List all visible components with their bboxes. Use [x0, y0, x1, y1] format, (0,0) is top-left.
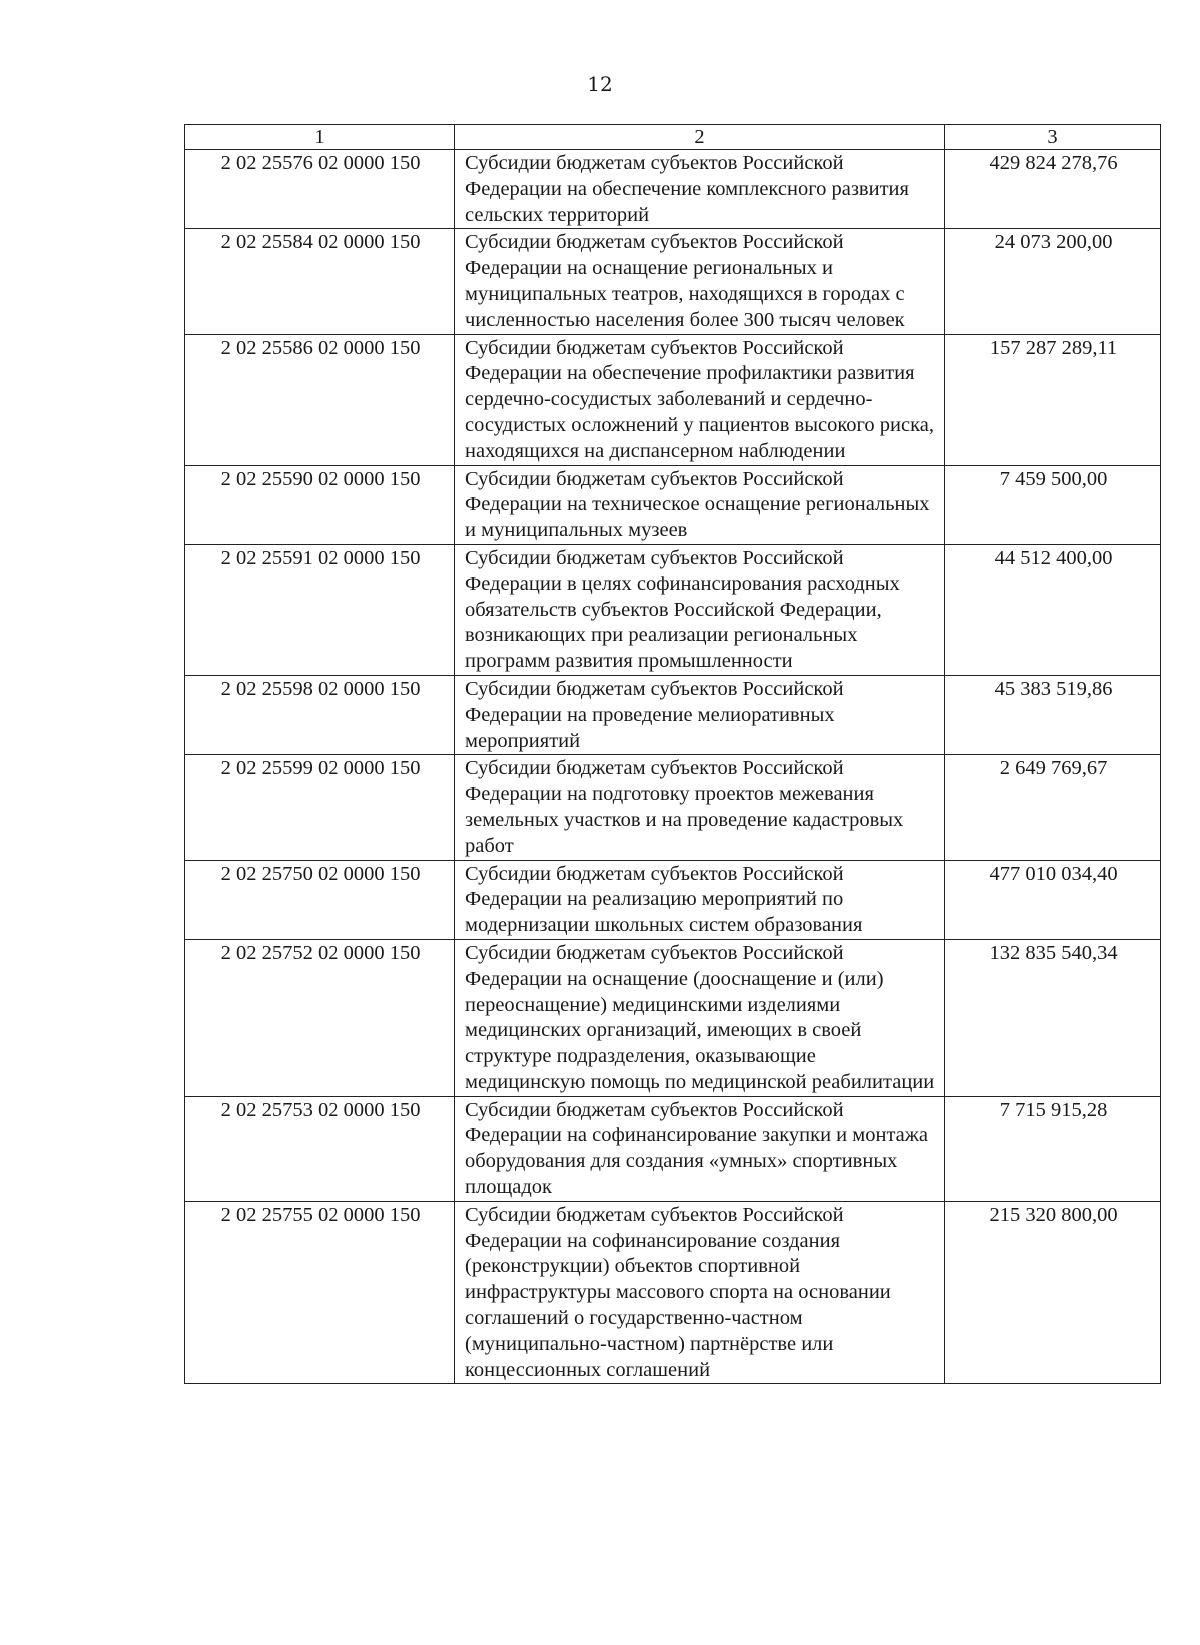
row-amount: 215 320 800,00	[945, 1201, 1161, 1384]
column-header-code: 1	[185, 125, 455, 150]
table-row	[185, 465, 1161, 544]
row-description: Субсидии бюджетам субъектов Российской Федерации на оснащение (дооснащение и (или) переоснащение) медицинскими изделиями медицинских организаций, имеющих в своей структуре подразделения, оказывающие медицинскую помощь по медицинской реабилитации	[455, 939, 945, 1096]
table-row	[185, 675, 1161, 754]
row-amount: 157 287 289,11	[945, 334, 1161, 465]
table-row	[185, 150, 1161, 229]
table-row	[185, 334, 1161, 465]
row-code: 2 02 25599 02 0000 150	[185, 755, 455, 860]
row-amount: 7 715 915,28	[945, 1096, 1161, 1201]
row-amount: 45 383 519,86	[945, 675, 1161, 754]
row-description: Субсидии бюджетам субъектов Российской Федерации на техническое оснащение региональных и муниципальных музеев	[455, 465, 945, 544]
column-header-amount: 3	[945, 125, 1161, 150]
row-code: 2 02 25750 02 0000 150	[185, 860, 455, 939]
table-row	[185, 860, 1161, 939]
row-description: Субсидии бюджетам субъектов Российской Федерации на подготовку проектов межевания земельных участков и на проведение кадастровых работ	[455, 755, 945, 860]
row-description: Субсидии бюджетам субъектов Российской Федерации на софинансирование закупки и монтажа оборудования для создания «умных» спортивных площадок	[455, 1096, 945, 1201]
row-code: 2 02 25752 02 0000 150	[185, 939, 455, 1096]
row-amount: 44 512 400,00	[945, 544, 1161, 675]
row-amount: 429 824 278,76	[945, 150, 1161, 229]
table-row	[185, 939, 1161, 1096]
row-code: 2 02 25584 02 0000 150	[185, 229, 455, 334]
row-code: 2 02 25590 02 0000 150	[185, 465, 455, 544]
row-code: 2 02 25753 02 0000 150	[185, 1096, 455, 1201]
row-description: Субсидии бюджетам субъектов Российской Федерации на проведение мелиоративных мероприятий	[455, 675, 945, 754]
row-code: 2 02 25598 02 0000 150	[185, 675, 455, 754]
row-amount: 7 459 500,00	[945, 465, 1161, 544]
row-code: 2 02 25591 02 0000 150	[185, 544, 455, 675]
row-description: Субсидии бюджетам субъектов Российской Федерации на реализацию мероприятий по модернизации школьных систем образования	[455, 860, 945, 939]
row-amount: 2 649 769,67	[945, 755, 1161, 860]
row-amount: 24 073 200,00	[945, 229, 1161, 334]
table-row	[185, 544, 1161, 675]
row-code: 2 02 25576 02 0000 150	[185, 150, 455, 229]
table-row	[185, 1096, 1161, 1201]
table-row	[185, 229, 1161, 334]
row-description: Субсидии бюджетам субъектов Российской Федерации на софинансирование создания (реконструкции) объектов спортивной инфраструктуры массового спорта на основании соглашений о государственно-частном (муниципально-частном) партнёрстве или концессионных соглашений	[455, 1201, 945, 1384]
row-description: Субсидии бюджетам субъектов Российской Федерации в целях софинансирования расходных обязательств субъектов Российской Федерации, возникающих при реализации региональных программ развития промышленности	[455, 544, 945, 675]
row-description: Субсидии бюджетам субъектов Российской Федерации на обеспечение профилактики развития сердечно-сосудистых заболеваний и сердечно-сосудистых осложнений у пациентов высокого риска, находящихся на диспансерном наблюдении	[455, 334, 945, 465]
row-code: 2 02 25755 02 0000 150	[185, 1201, 455, 1384]
row-description: Субсидии бюджетам субъектов Российской Федерации на обеспечение комплексного развития сельских территорий	[455, 150, 945, 229]
page-number: 12	[587, 72, 613, 96]
row-code: 2 02 25586 02 0000 150	[185, 334, 455, 465]
header-row	[185, 125, 1161, 150]
row-description: Субсидии бюджетам субъектов Российской Федерации на оснащение региональных и муниципальных театров, находящихся в городах с численностью населения более 300 тысяч человек	[455, 229, 945, 334]
table-row	[185, 1201, 1161, 1384]
row-amount: 132 835 540,34	[945, 939, 1161, 1096]
table-row	[185, 755, 1161, 860]
budget-table	[184, 124, 1161, 1384]
column-header-description: 2	[455, 125, 945, 150]
row-amount: 477 010 034,40	[945, 860, 1161, 939]
